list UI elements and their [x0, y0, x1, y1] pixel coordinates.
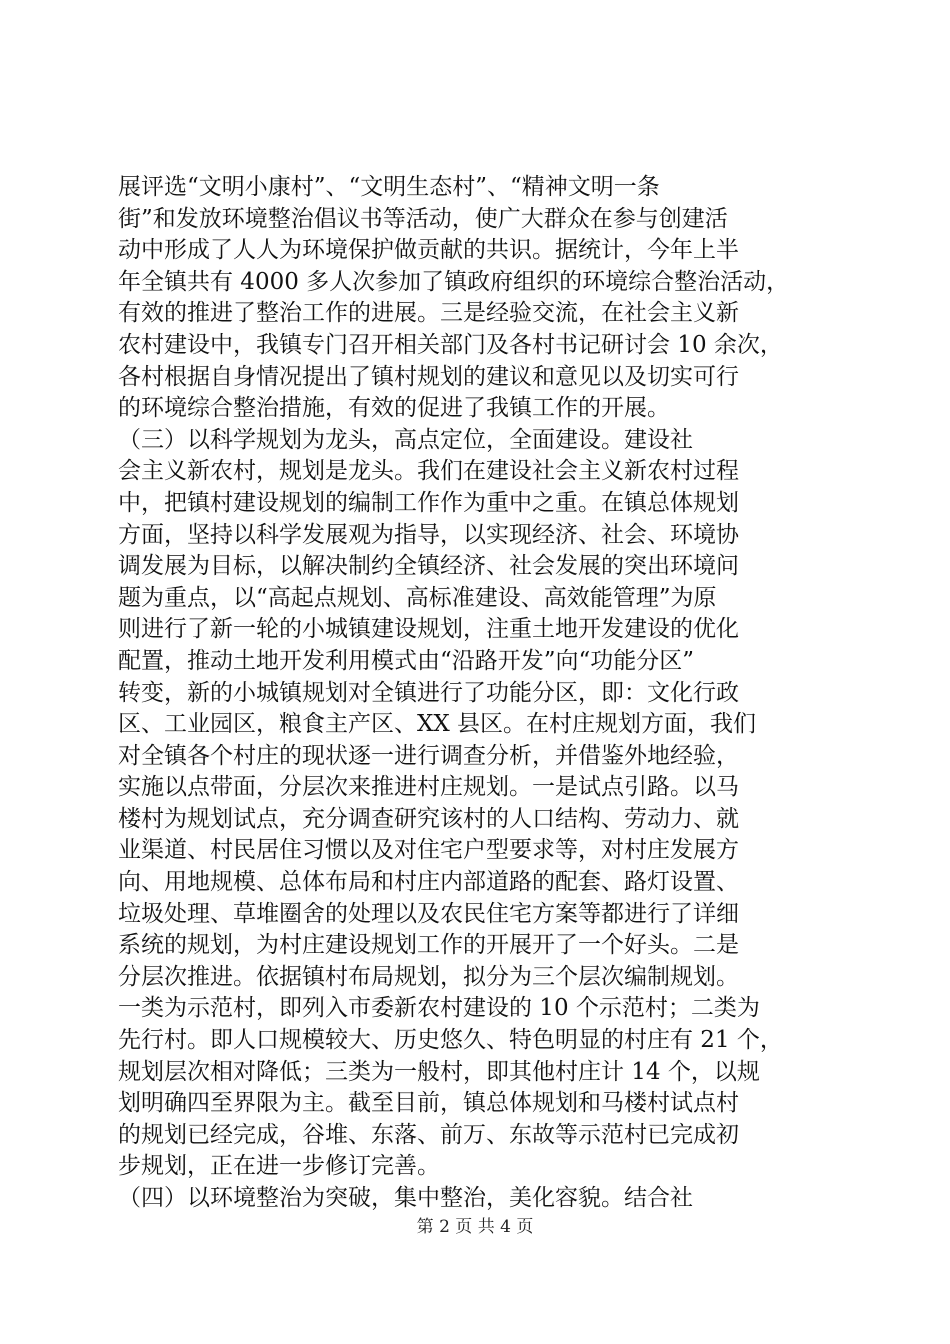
text-line: 年全镇共有 4000 多人次参加了镇政府组织的环境综合整治活动，: [118, 268, 790, 295]
text-line: 动中形成了人人为环境保护做贡献的共识。据统计，今年上半: [118, 237, 739, 264]
text-line: 转变，新的小城镇规划对全镇进行了功能分区，即：文化行政: [118, 679, 739, 706]
text-line: 先行村。即人口规模较大、历史悠久、特色明显的村庄有 21 个，: [118, 1027, 783, 1054]
text-line: 对全镇各个村庄的现状逐一进行调查分析，并借鉴外地经验，: [118, 742, 739, 769]
body-text: [118, 172, 838, 1215]
text-line: 则进行了新一轮的小城镇建设规划，注重土地开发建设的优化: [118, 616, 739, 643]
text-line: 业渠道、村民居住习惯以及对住宅户型要求等，对村庄发展方: [118, 837, 739, 864]
text-line: 区、工业园区，粮食主产区、XX 县区。在村庄规划方面，我们: [118, 711, 757, 738]
text-line: 步规划，正在进一步修订完善。: [118, 1153, 440, 1180]
text-line: 垃圾处理、草堆圈舍的处理以及农民住宅方案等都进行了详细: [118, 900, 739, 927]
text-line: 中，把镇村建设规划的编制工作作为重中之重。在镇总体规划: [118, 489, 739, 516]
page-footer: [0, 1212, 950, 1237]
paragraph-start-line: （三）以科学规划为龙头，高点定位，全面建设。建设社: [118, 426, 693, 453]
text-line: 楼村为规划试点，充分调查研究该村的人口结构、劳动力、就: [118, 805, 739, 832]
text-line: 题为重点，以“高起点规划、高标准建设、高效能管理”为原: [118, 584, 717, 611]
text-line: 一类为示范村，即列入市委新农村建设的 10 个示范村；二类为: [118, 995, 760, 1022]
text-line: 方面，坚持以科学发展观为指导，以实现经济、社会、环境协: [118, 521, 739, 548]
text-line: 街”和发放环境整治倡议书等活动，使广大群众在参与创建活: [118, 205, 728, 232]
text-line: 向、用地规模、总体布局和村庄内部道路的配套、路灯设置、: [118, 869, 739, 896]
text-line: 分层次推进。依据镇村布局规划，拟分为三个层次编制规划。: [118, 963, 739, 990]
text-line: 的规划已经完成，谷堆、东落、前万、东故等示范村已完成初: [118, 1121, 739, 1148]
text-line: 有效的推进了整治工作的进展。三是经验交流，在社会主义新: [118, 300, 739, 327]
text-line: 各村根据自身情况提出了镇村规划的建议和意见以及切实可行: [118, 363, 739, 390]
text-line: 实施以点带面，分层次来推进村庄规划。一是试点引路。以马: [118, 774, 739, 801]
text-line: 配置，推动土地开发利用模式由“沿路开发”向“功能分区”: [118, 647, 695, 674]
text-line: 规划层次相对降低；三类为一般村，即其他村庄计 14 个，以规: [118, 1058, 760, 1085]
text-line: 调发展为目标，以解决制约全镇经济、社会发展的突出环境问: [118, 553, 739, 580]
paragraph-start-line: （四）以环境整治为突破，集中整治，美化容貌。结合社: [118, 1185, 693, 1211]
text-line: 划明确四至界限为主。截至目前，镇总体规划和马楼村试点村: [118, 1090, 739, 1117]
page-number-label: 第 2 页 共 4 页: [416, 1217, 534, 1237]
text-line: 系统的规划，为村庄建设规划工作的开展开了一个好头。二是: [118, 932, 739, 959]
text-line: 会主义新农村，规划是龙头。我们在建设社会主义新农村过程: [118, 458, 739, 485]
text-line: 农村建设中，我镇专门召开相关部门及各村书记研讨会 10 余次，: [118, 331, 783, 358]
text-line: 展评选“文明小康村”、“文明生态村”、“精神文明一条: [118, 174, 660, 200]
text-line: 的环境综合整治措施，有效的促进了我镇工作的开展。: [118, 395, 670, 422]
